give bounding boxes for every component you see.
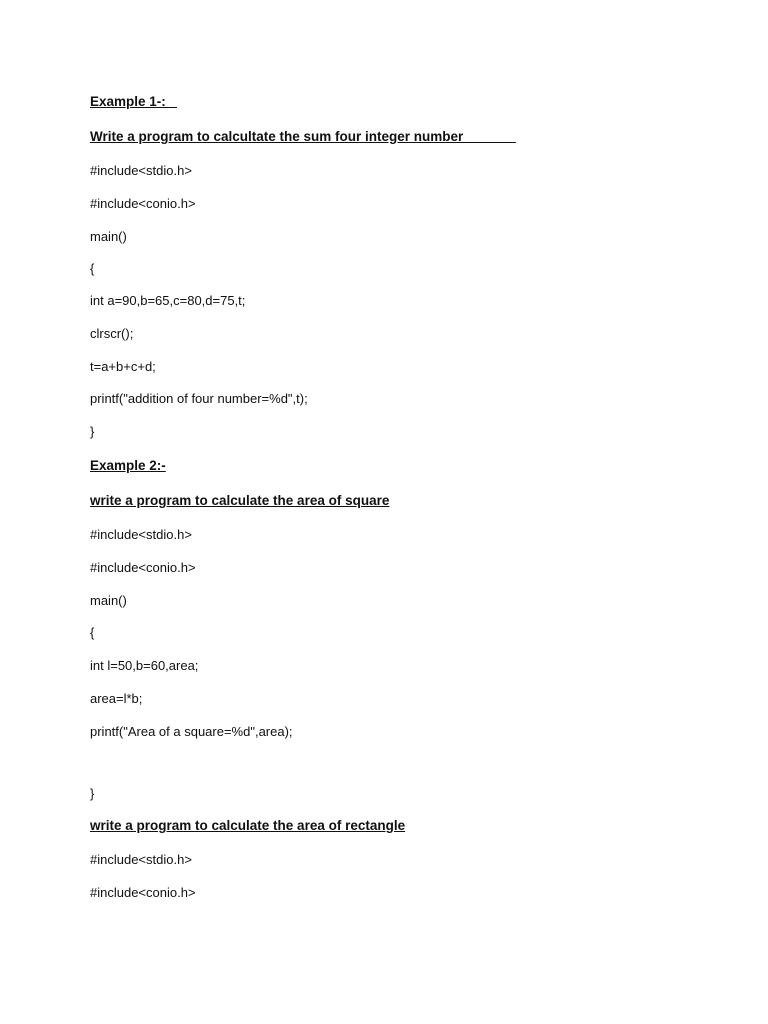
example-2-heading: Example 2:-: [90, 458, 166, 473]
code-line: #include<conio.h>: [90, 560, 196, 575]
code-line: main(): [90, 593, 127, 608]
code-line: area=l*b;: [90, 691, 143, 706]
code-line: t=a+b+c+d;: [90, 359, 156, 374]
example-2-task-heading: write a program to calculate the area of square: [90, 493, 390, 508]
code-line: int a=90,b=65,c=80,d=75,t;: [90, 293, 246, 308]
code-line: int l=50,b=60,area;: [90, 658, 199, 673]
code-line: #include<stdio.h>: [90, 527, 192, 542]
example-1-heading: Example 1-:: [90, 94, 178, 109]
code-line: #include<stdio.h>: [90, 852, 192, 867]
example-1-task-heading: Write a program to calcultate the sum four integer number: [90, 129, 516, 144]
code-line: main(): [90, 229, 127, 244]
code-line: #include<conio.h>: [90, 196, 196, 211]
code-line: printf("Area of a square=%d",area);: [90, 724, 293, 739]
code-line: {: [90, 261, 95, 276]
code-line: clrscr();: [90, 326, 134, 341]
code-line: printf("addition of four number=%d",t);: [90, 391, 308, 406]
code-line: #include<conio.h>: [90, 885, 196, 900]
example-3-task-heading: write a program to calculate the area of rectangle: [90, 818, 406, 833]
code-line: }: [90, 424, 95, 439]
code-line: #include<stdio.h>: [90, 163, 192, 178]
code-line: }: [90, 786, 95, 801]
code-line: {: [90, 625, 95, 640]
